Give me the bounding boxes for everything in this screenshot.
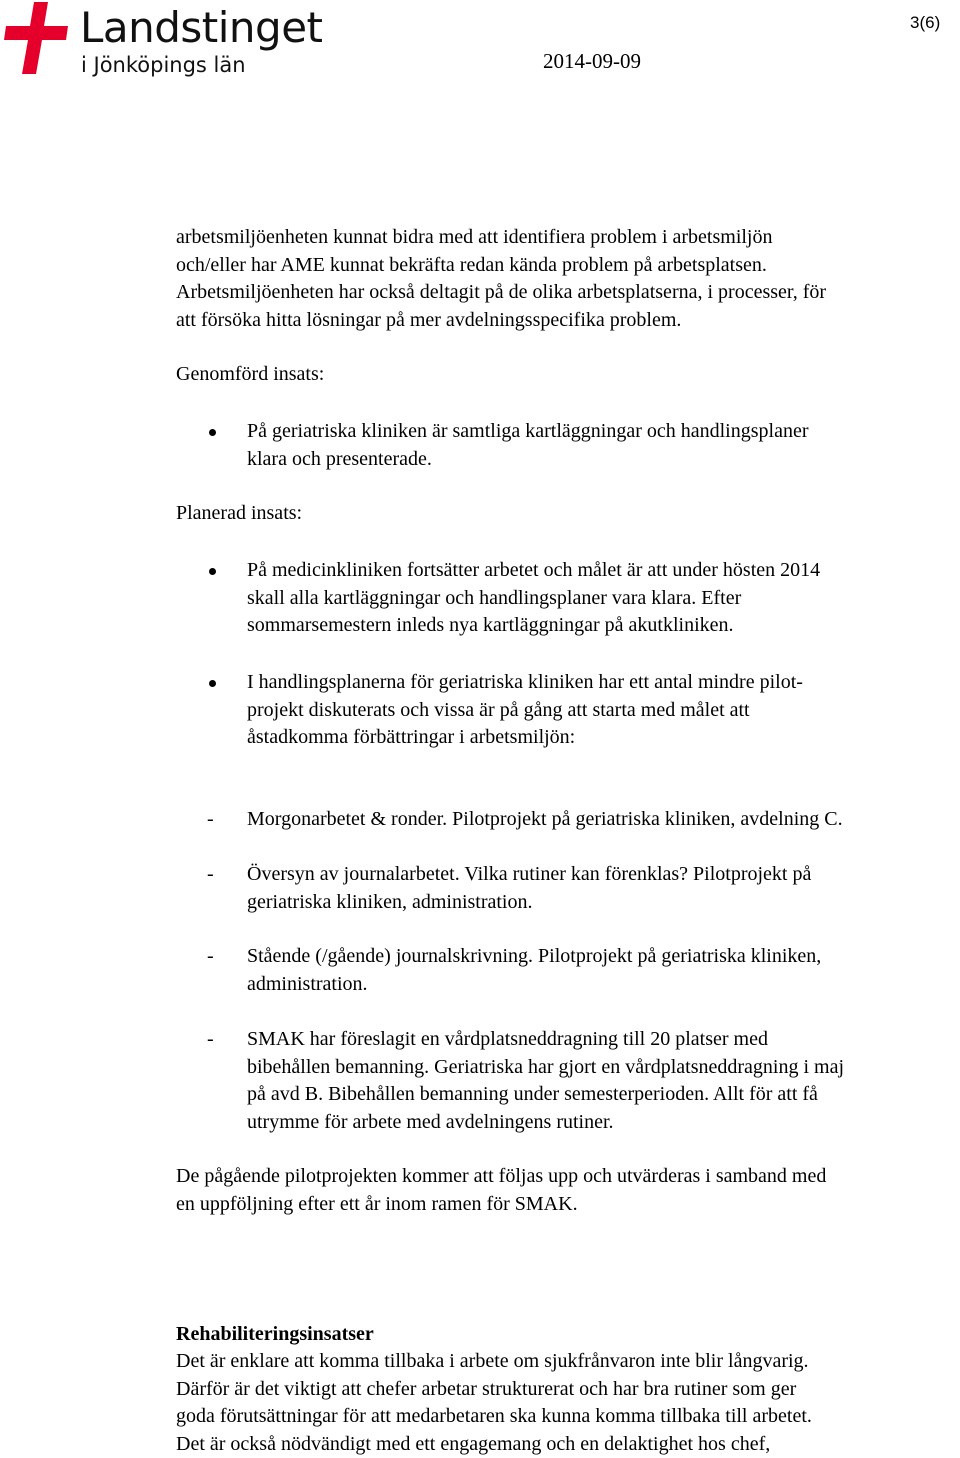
text-line: och/eller har AME kunnat bekräfta redan kända problem på arbetsplatsen. bbox=[176, 252, 960, 280]
dash-list-item bbox=[247, 806, 843, 834]
rehab-paragraph bbox=[176, 1348, 960, 1458]
dash-marker: - bbox=[207, 806, 214, 834]
text-line: Översyn av journalarbetet. Vilka rutiner kan förenklas? Pilotprojekt på bbox=[247, 861, 811, 889]
dash-marker: - bbox=[207, 1026, 214, 1054]
logo-subtitle: i Jönköpings län bbox=[81, 52, 246, 78]
text-line: SMAK har föreslagit en vårdplatsneddragning till 20 platser med bbox=[247, 1026, 844, 1054]
text-line: utrymme för arbete med avdelningens rutiner. bbox=[247, 1109, 844, 1137]
document-date: 2014-09-09 bbox=[543, 49, 641, 73]
list-item bbox=[247, 418, 809, 473]
dash-marker: - bbox=[207, 861, 214, 889]
organization-logo bbox=[0, 0, 320, 85]
text-line: en uppföljning efter ett år inom ramen för SMAK. bbox=[176, 1191, 960, 1219]
logo-cross-icon bbox=[0, 2, 72, 74]
intro-paragraph bbox=[176, 224, 960, 334]
text-line: Stående (/gående) journalskrivning. Pilotprojekt på geriatriska kliniken, bbox=[247, 943, 821, 971]
text-line: I handlingsplanerna för geriatriska kliniken har ett antal mindre pilot- bbox=[247, 669, 803, 697]
text-line: Det är också nödvändigt med ett engagemang och en delaktighet hos chef, bbox=[176, 1431, 960, 1458]
text-line: att försöka hitta lösningar på mer avdelningsspecifika problem. bbox=[176, 307, 960, 335]
text-line: På medicinkliniken fortsätter arbetet och målet är att under hösten 2014 bbox=[247, 557, 820, 585]
bullet-icon bbox=[209, 568, 216, 575]
text-line: administration. bbox=[247, 971, 821, 999]
text-line: arbetsmiljöenheten kunnat bidra med att identifiera problem i arbetsmiljön bbox=[176, 224, 960, 252]
text-line: På geriatriska kliniken är samtliga kartläggningar och handlingsplaner bbox=[247, 418, 809, 446]
section-heading: Rehabiliteringsinsatser bbox=[176, 1321, 374, 1349]
text-line: Därför är det viktigt att chefer arbetar strukturerat och har bra rutiner som ger bbox=[176, 1376, 960, 1404]
list-item bbox=[247, 669, 803, 752]
followup-paragraph bbox=[176, 1163, 960, 1218]
logo-title: Landstinget bbox=[80, 4, 323, 52]
planned-label: Planerad insats: bbox=[176, 500, 302, 528]
dash-list-item bbox=[247, 943, 821, 998]
text-line: geriatriska kliniken, administration. bbox=[247, 889, 811, 917]
bullet-icon bbox=[209, 680, 216, 687]
text-line: Morgonarbetet & ronder. Pilotprojekt på geriatriska kliniken, avdelning C. bbox=[247, 806, 843, 834]
text-line: skall alla kartläggningar och handlingsplaner vara klara. Efter bbox=[247, 585, 820, 613]
page-number: 3(6) bbox=[910, 12, 940, 34]
text-line: projekt diskuterats och vissa är på gång att starta med målet att bbox=[247, 697, 803, 725]
dash-list-item bbox=[247, 1026, 844, 1136]
text-line: bibehållen bemanning. Geriatriska har gjort en vårdplatsneddragning i maj bbox=[247, 1054, 844, 1082]
completed-label: Genomförd insats: bbox=[176, 361, 324, 389]
text-line: klara och presenterade. bbox=[247, 446, 809, 474]
text-line: Arbetsmiljöenheten har också deltagit på de olika arbetsplatserna, i processer, för bbox=[176, 279, 960, 307]
text-line: goda förutsättningar för att medarbetaren ska kunna komma tillbaka till arbetet. bbox=[176, 1403, 960, 1431]
text-line: åstadkomma förbättringar i arbetsmiljön: bbox=[247, 724, 803, 752]
dash-marker: - bbox=[207, 943, 214, 971]
list-item bbox=[247, 557, 820, 640]
bullet-icon bbox=[209, 429, 216, 436]
text-line: De pågående pilotprojekten kommer att följas upp och utvärderas i samband med bbox=[176, 1163, 960, 1191]
text-line: Det är enklare att komma tillbaka i arbete om sjukfrånvaron inte blir långvarig. bbox=[176, 1348, 960, 1376]
dash-list-item bbox=[247, 861, 811, 916]
text-line: sommarsemestern inleds nya kartläggningar på akutkliniken. bbox=[247, 612, 820, 640]
text-line: på avd B. Bibehållen bemanning under semesterperioden. Allt för att få bbox=[247, 1081, 844, 1109]
